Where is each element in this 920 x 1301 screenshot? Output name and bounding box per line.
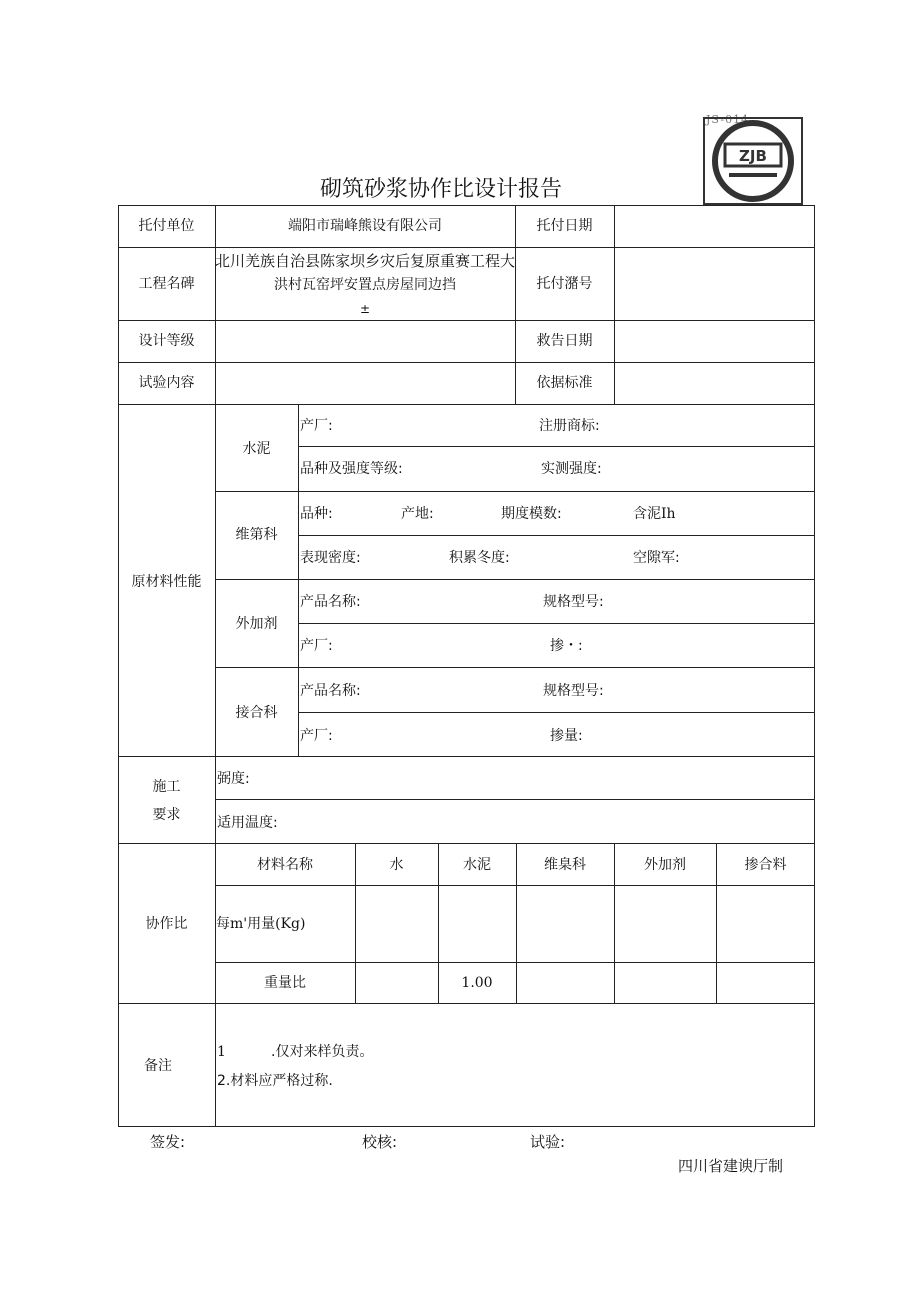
binder-label: 接合科 <box>235 705 278 721</box>
mix-header-water: 水 <box>389 857 404 873</box>
report-date-label: 救告日期 <box>536 333 593 349</box>
cement-grade: 品种及强度等级: <box>300 461 403 477</box>
aggregate-apparent-density: 表现密度: <box>300 550 361 566</box>
notes-line2: 2.材料应严格过称. <box>217 1073 333 1089</box>
aggregate-label: 维第科 <box>235 527 278 543</box>
admixture-dosage: 掺・: <box>550 638 583 654</box>
project-name-line2: 洪村瓦窑坪安置点房屋同边挡 <box>274 277 456 293</box>
aggregate-bulk-density: 积累冬度: <box>449 550 510 566</box>
binder-product-name: 产品名称: <box>300 683 361 699</box>
aggregate-mud: 含泥Ih <box>633 506 676 522</box>
admixture-label: 外加剂 <box>235 616 278 632</box>
client-no-label: 托付潴号 <box>536 276 593 292</box>
mix-header-material: 材料名称 <box>257 857 313 873</box>
project-name-line1: 北川羌族自治县陈家坝乡灾后复原重赛工程大 <box>215 252 516 270</box>
footer-review: 校核: <box>362 1133 398 1151</box>
aggregate-variety: 品种: <box>300 506 333 522</box>
cement-manufacturer: 产厂: <box>300 418 333 434</box>
admixture-manufacturer: 产厂: <box>300 638 333 654</box>
mix-ratio-label: 重量比 <box>264 975 306 991</box>
mix-ratio-cement: 1.00 <box>461 975 493 991</box>
mix-header-cement: 水泥 <box>463 857 491 873</box>
basis-label: 依据标准 <box>536 375 593 391</box>
cement-measured-strength: 实测强度: <box>541 461 602 477</box>
footer-org: 四川省建谀厅制 <box>678 1157 784 1175</box>
footer-test: 试验: <box>530 1133 566 1151</box>
zjb-logo-icon <box>703 117 803 205</box>
construction-temperature: 适用温度: <box>217 815 278 831</box>
client-date-label: 托付日期 <box>536 218 593 234</box>
mix-header-aggregate: 维臬科 <box>544 857 586 873</box>
aggregate-origin: 产地: <box>401 506 434 522</box>
notes-label: 备注 <box>144 1058 172 1074</box>
project-name-label: 工程名碑 <box>138 276 195 292</box>
materials-section-label: 原材料性能 <box>131 574 202 590</box>
client-unit-value: 端阳市瑞峰熊设有限公司 <box>288 218 442 234</box>
cement-trademark: 注册商标: <box>539 418 600 434</box>
aggregate-fineness: 期度模数: <box>501 506 562 522</box>
cement-label: 水泥 <box>242 441 271 457</box>
project-name-line3: ± <box>359 302 371 316</box>
admixture-spec: 规格型号: <box>543 594 604 610</box>
logo-text: ZJB <box>739 147 767 165</box>
mix-header-admixture: 外加剂 <box>644 857 686 873</box>
construction-consistency: 弼度: <box>217 771 250 787</box>
binder-spec: 规格型号: <box>543 683 604 699</box>
binder-dosage: 掺量: <box>550 728 583 744</box>
mix-section-label: 协作比 <box>145 916 188 932</box>
notes-line1-text: .仅对来样负责。 <box>271 1044 374 1060</box>
client-unit-label: 托付单位 <box>138 218 195 234</box>
test-content-label: 试验内容 <box>138 375 195 391</box>
admixture-product-name: 产品名称: <box>300 594 361 610</box>
design-grade-label: 设计等级 <box>138 333 195 349</box>
construction-label-line1: 施工 <box>152 779 181 795</box>
footer-issue: 签发: <box>150 1133 186 1151</box>
construction-label-line2: 要求 <box>152 807 181 823</box>
aggregate-voids: 空隙军: <box>633 550 680 566</box>
notes-line1-number: 1 <box>217 1044 226 1060</box>
form-code: JS-014 <box>706 113 750 126</box>
mix-per-m3-label: 每m'用量(Kg) <box>216 916 306 932</box>
mix-header-binder: 掺合料 <box>744 857 787 873</box>
report-title: 砌筑砂浆协作比设计报告 <box>320 177 563 202</box>
binder-manufacturer: 产厂: <box>300 728 333 744</box>
